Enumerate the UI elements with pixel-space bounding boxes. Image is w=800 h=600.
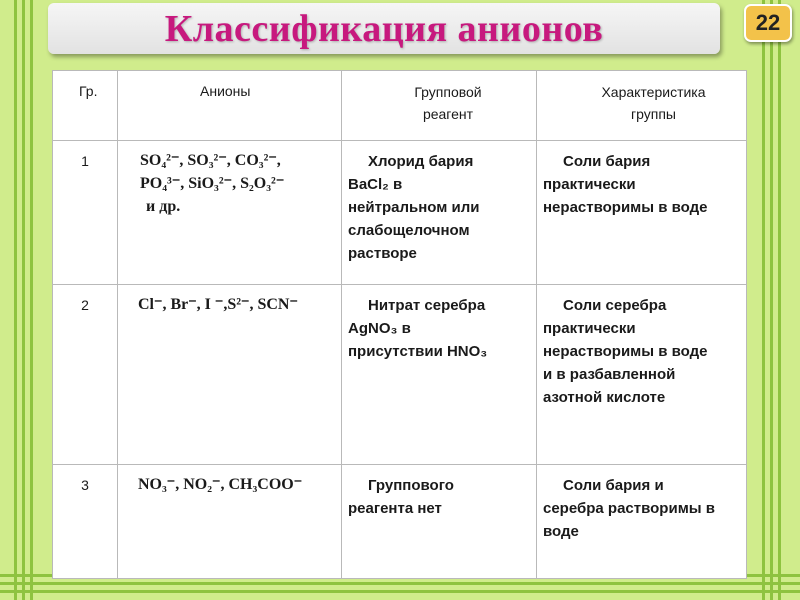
characteristic-line: нерастворимы в воде bbox=[543, 199, 708, 216]
anions-line: Cl⁻, Br⁻, I ⁻,S²⁻, SCN⁻ bbox=[138, 296, 298, 313]
anions-line: SO₄²⁻, SO₃²⁻, CO₃²⁻, bbox=[140, 152, 281, 169]
anions-cell bbox=[118, 141, 342, 285]
table-row bbox=[53, 141, 747, 285]
characteristic-line: воде bbox=[543, 523, 579, 540]
header-characteristic-line: Характеристика bbox=[601, 84, 706, 100]
decor-stripe bbox=[762, 0, 765, 600]
page-number-badge: 22 bbox=[744, 4, 792, 42]
group-number: 1 bbox=[53, 141, 118, 285]
group-number: 3 bbox=[53, 465, 118, 579]
reagent-formula: BaCl₂ в bbox=[348, 176, 403, 193]
reagent-line: Группового bbox=[368, 477, 454, 494]
header-reagent bbox=[342, 71, 537, 141]
anions-cell bbox=[118, 465, 342, 579]
reagent-line: Нитрат серебра bbox=[368, 297, 486, 314]
characteristic-line: практически bbox=[543, 320, 636, 337]
reagent-line: присутствии HNO₃ bbox=[348, 343, 488, 360]
header-reagent-line: реагент bbox=[422, 106, 474, 122]
table-row bbox=[53, 285, 747, 465]
reagent-cell bbox=[342, 141, 537, 285]
decor-stripe bbox=[30, 0, 33, 600]
header-characteristic-line: группы bbox=[631, 106, 676, 122]
characteristic-line: Соли бария bbox=[563, 153, 651, 170]
reagent-cell bbox=[342, 465, 537, 579]
decor-stripe bbox=[0, 590, 800, 593]
characteristic-line: практически bbox=[543, 176, 636, 193]
header-anions: Анионы bbox=[118, 71, 342, 141]
reagent-line: Хлорид бария bbox=[368, 153, 474, 170]
characteristic-line: серебра растворимы в bbox=[543, 500, 715, 517]
reagent-line: нейтральном или bbox=[348, 199, 480, 216]
characteristic-cell bbox=[537, 285, 747, 465]
reagent-line: слабощелочном bbox=[348, 222, 470, 239]
anion-classification-table bbox=[52, 70, 746, 578]
decor-stripe bbox=[778, 0, 781, 600]
title-bar bbox=[48, 3, 720, 54]
decor-stripe bbox=[0, 582, 800, 585]
characteristic-cell bbox=[537, 141, 747, 285]
table-row bbox=[53, 465, 747, 579]
page-title: Классификация анионов bbox=[164, 7, 604, 50]
group-number: 2 bbox=[53, 285, 118, 465]
characteristic-line: и в разбавленной bbox=[543, 366, 676, 383]
anions-line: и др. bbox=[146, 198, 181, 215]
header-reagent-line: Групповой bbox=[414, 84, 482, 100]
characteristic-line: Соли бария и bbox=[563, 477, 664, 494]
header-group: Гр. bbox=[53, 71, 118, 141]
characteristic-cell bbox=[537, 465, 747, 579]
characteristic-line: нерастворимы в воде bbox=[543, 343, 708, 360]
header-characteristic bbox=[537, 71, 747, 141]
table-header-row bbox=[53, 71, 747, 141]
reagent-cell bbox=[342, 285, 537, 465]
reagent-line: реагента нет bbox=[348, 500, 442, 517]
decor-stripe bbox=[770, 0, 773, 600]
decor-stripe bbox=[14, 0, 17, 600]
anions-cell bbox=[118, 285, 342, 465]
reagent-line: растворе bbox=[348, 245, 417, 262]
decor-stripe bbox=[22, 0, 25, 600]
reagent-formula: AgNO₃ в bbox=[348, 320, 411, 337]
characteristic-line: азотной кислоте bbox=[543, 389, 666, 406]
anions-line: NO₃⁻, NO₂⁻, CH₃COO⁻ bbox=[138, 476, 303, 493]
anions-line: PO₄³⁻, SiO₃²⁻, S₂O₃²⁻ bbox=[140, 175, 285, 192]
characteristic-line: Соли серебра bbox=[563, 297, 667, 314]
